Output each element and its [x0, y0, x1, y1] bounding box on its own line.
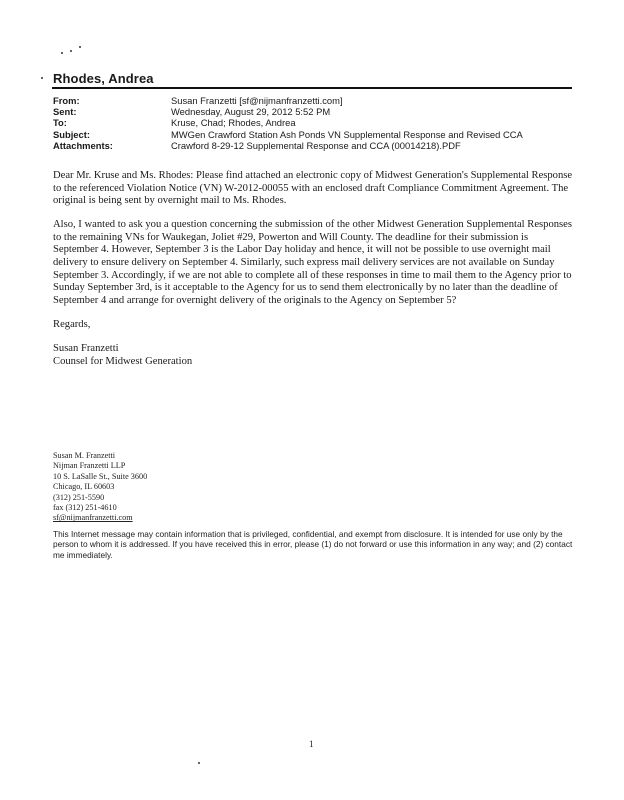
email-body: [53, 170, 575, 368]
mailbox-owner-name: Rhodes, Andrea: [53, 71, 154, 86]
header-from-value: Susan Franzetti [sf@nijmanfranzetti.com]: [171, 95, 343, 106]
email-header-block: [53, 95, 583, 151]
header-row-to: [53, 117, 583, 128]
header-label: From:: [53, 95, 80, 106]
header-subject-value: MWGen Crawford Station Ash Ponds VN Supplemental Response and Revised CCA: [171, 128, 523, 140]
signature-address-line-2: Chicago, IL 60603: [53, 482, 115, 492]
signature-email-link[interactable]: sf@nijmanfranzetti.com: [53, 513, 133, 523]
header-attachments-value: Crawford 8-29-12 Supplemental Response and CCA (00014218).PDF: [171, 139, 461, 151]
header-row-sent: [53, 106, 583, 117]
signature-fax: fax (312) 251-4610: [53, 503, 117, 513]
header-label: To:: [53, 117, 67, 129]
confidentiality-disclaimer: This Internet message may contain information that is privileged, confidential, and exempt from disclosure. It is intended for use only by the person to whom it is addressed. If you have received this in error, please (1) do not forward or use this information in any way; and (2) contact me immediately.: [53, 529, 573, 560]
header-row-attachments: [53, 140, 583, 151]
body-paragraph-2: Also, I wanted to ask you a question concerning the submission of the other Midwest Generation Supplemental Responses to the remaining VNs for Waukegan, Joliet #29, Powerton and Will County. The deadline for their submission is September 4. However, September 3 is the Labor Day holiday and hence, it will not be possible to use overnight mail delivery to ensure delivery on September 4. Similarly, such express mail delivery services are not available on Sunday September 3. Accordingly, if we are not able to complete all of these responses in time to mail them to the Agency prior to Sunday September 3rd, is it acceptable to the Agency for us to send them electronically by no later than the deadline of September 4 and arrange for overnight delivery of the originals to the Agency on September 5?: [53, 219, 573, 306]
signature-firm: Nijman Franzetti LLP: [53, 461, 126, 471]
header-row-subject: [53, 129, 583, 140]
body-sender-title: Counsel for Midwest Generation: [53, 355, 193, 367]
body-closing: Regards,: [53, 318, 91, 330]
page-number: 1: [309, 739, 314, 749]
header-label: Attachments:: [53, 139, 113, 151]
signature-name: Susan M. Franzetti: [53, 451, 116, 460]
body-paragraph-1: Dear Mr. Kruse and Ms. Rhodes: Please find attached an electronic copy of Midwest Generation's Supplemental Response to the referenced Violation Notice (VN) W-2012-00055 with an enclosed draft Compliance Commitment Agreement. The original is being sent by overnight mail to Ms. Rhodes.: [53, 170, 573, 207]
header-to-value: Kruse, Chad; Rhodes, Andrea: [171, 117, 296, 129]
signature-block: [53, 451, 147, 524]
header-divider: [52, 87, 572, 89]
signature-phone: (312) 251-5590: [53, 492, 105, 502]
header-label: Subject:: [53, 128, 90, 140]
header-label: Sent:: [53, 106, 77, 118]
header-sent-value: Wednesday, August 29, 2012 5:52 PM: [171, 106, 331, 118]
signature-address-line-1: 10 S. LaSalle St., Suite 3600: [53, 471, 148, 481]
body-sender-name: Susan Franzetti: [53, 343, 119, 355]
header-row-from: [53, 95, 583, 106]
